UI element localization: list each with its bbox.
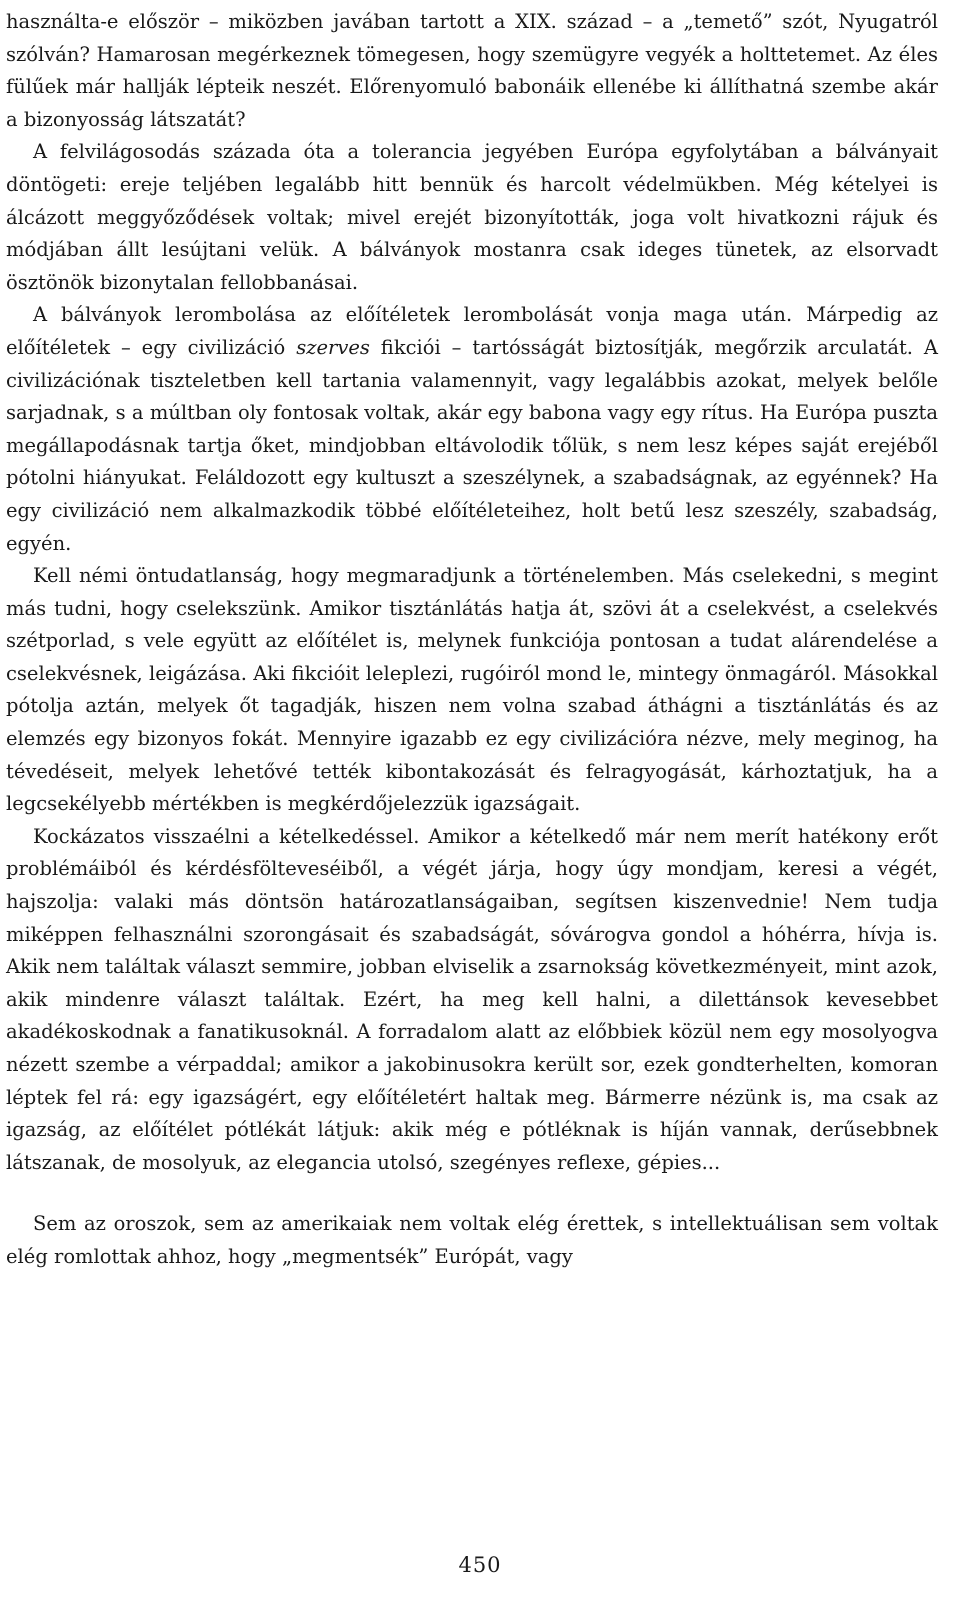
- paragraph-4: Kell némi öntudatlanság, hogy megmaradjunk a történelemben. Más cselekedni, s megint más tudni, hogy cselekszünk. Amikor tisztánlátás hatja át, szövi át a cselekvést, a cselekvés szétporlad, s vele együtt az előítélet is, melynek funkciója pontosan a tudat alárendelése a cselekvésnek, leigázása. Aki fikcióit leleplezi, rugóiról mond le, mintegy önmagáról. Másokkal pótolja aztán, melyek őt tagadják, hiszen nem volna szabad áthágni a tisztánlátás és az elemzés egy bizonyos fokát. Mennyire igazabb ez egy civilizációra nézve, mely meginog, ha tévedéseit, melyek lehetővé tették kibontakozását és felragyogását, kárhoztatjuk, ha a legcsekélyebb mértékben is megkérdőjelezzük igazságait.: [6, 564, 938, 816]
- paragraph-3-text-a: A bálványok lerombolása az előítéletek lerombolását vonja maga után. Márpedig az előítéletek – egy civilizáció: [6, 303, 938, 359]
- page-number: 450: [458, 1553, 502, 1577]
- paragraph-3-emphasis: szerves: [296, 335, 370, 359]
- paragraph-5: Kockázatos visszaélni a kételkedéssel. Amikor a kételkedő már nem merít hatékony erőt problémáiból és kérdésfölteveséiből, a végét járja, hogy úgy mondjam, keresi a végét, hajszolja: valaki más döntsön határozatlanságaiban, segítsen kiszenvednie! Nem tudja miképpen felhasználni szorongásait és szabadságát, sóvárogva gondol a hóhérra, hívja is. Akik nem találtak választ semmire, jobban elviselik a zsarnokság következményeit, mint azok, akik mindenre választ találtak. Ezért, ha meg kell halni, a dilettánsok kevesebbet akadékoskodnak a fanatikusoknál. A forradalom alatt az előbbiek közül nem egy mosolyogva nézett szembe a vérpaddal; amikor a jakobinusokra került sor, ezek gondterhelten, komoran léptek fel rá: egy igazságért, egy előítéletért haltak meg. Bármerre nézünk is, ma csak az igazság, az előítélet pótlékát látjuk: akik még e pótléknak is híján vannak, derűsebbnek látszanak, de mosolyuk, az elegancia utolsó, szegényes reflexe, gépies...: [6, 824, 938, 1174]
- paragraph-6: Sem az oroszok, sem az amerikaiak nem voltak elég érettek, s intellektuálisan sem voltak elég romlottak ahhoz, hogy „megmentsék” Európát, vagy: [6, 1212, 938, 1268]
- paragraph-3: [6, 299, 938, 560]
- paragraph-3-text-b: fikciói – tartósságát biztosítják, megőrzik arculatát. A civilizációnak tiszteletben kell tartania valamennyit, vagy legalábbis azokat, melyek belőle sarjadnak, s a múltban oly fontosak voltak, akár egy babona vagy egy rítus. Ha Európa puszta megállapodásnak tartja őket, mindjobban eltávolodik tőlük, s nem lesz képes saját erejéből pótolni hiányukat. Feláldozott egy kultuszt a szeszélynek, a szabadságnak, az egyénnek? Ha egy civilizáció nem alkalmazkodik többé előítéleteihez, holt betű lesz szeszély, szabadság, egyén.: [6, 335, 938, 555]
- page-body: [6, 6, 938, 1274]
- paragraph-2: A felvilágosodás százada óta a tolerancia jegyében Európa egyfolytában a bálványait döntögeti: ereje teljében legalább hitt bennük és harcolt védelmükben. Még kételyei is álcázott meggyőződések voltak; mivel erejét bizonyították, joga volt hivatkozni rájuk és módjában állt lesújtani velük. A bálványok mostanra csak ideges tünetek, az elsorvadt ösztönök bizonytalan fellobbanásai.: [6, 140, 938, 294]
- paragraph-1: használta-e először – miközben javában tartott a XIX. század – a „temető” szót, Nyugatról szólván? Hamarosan megérkeznek tömegesen, hogy szemügyre vegyék a holttetemet. Az éles fülűek már hallják lépteik neszét. Előrenyomuló babonáik ellenébe ki állíthatná szembe akár a bizonyosság látszatát?: [6, 10, 938, 131]
